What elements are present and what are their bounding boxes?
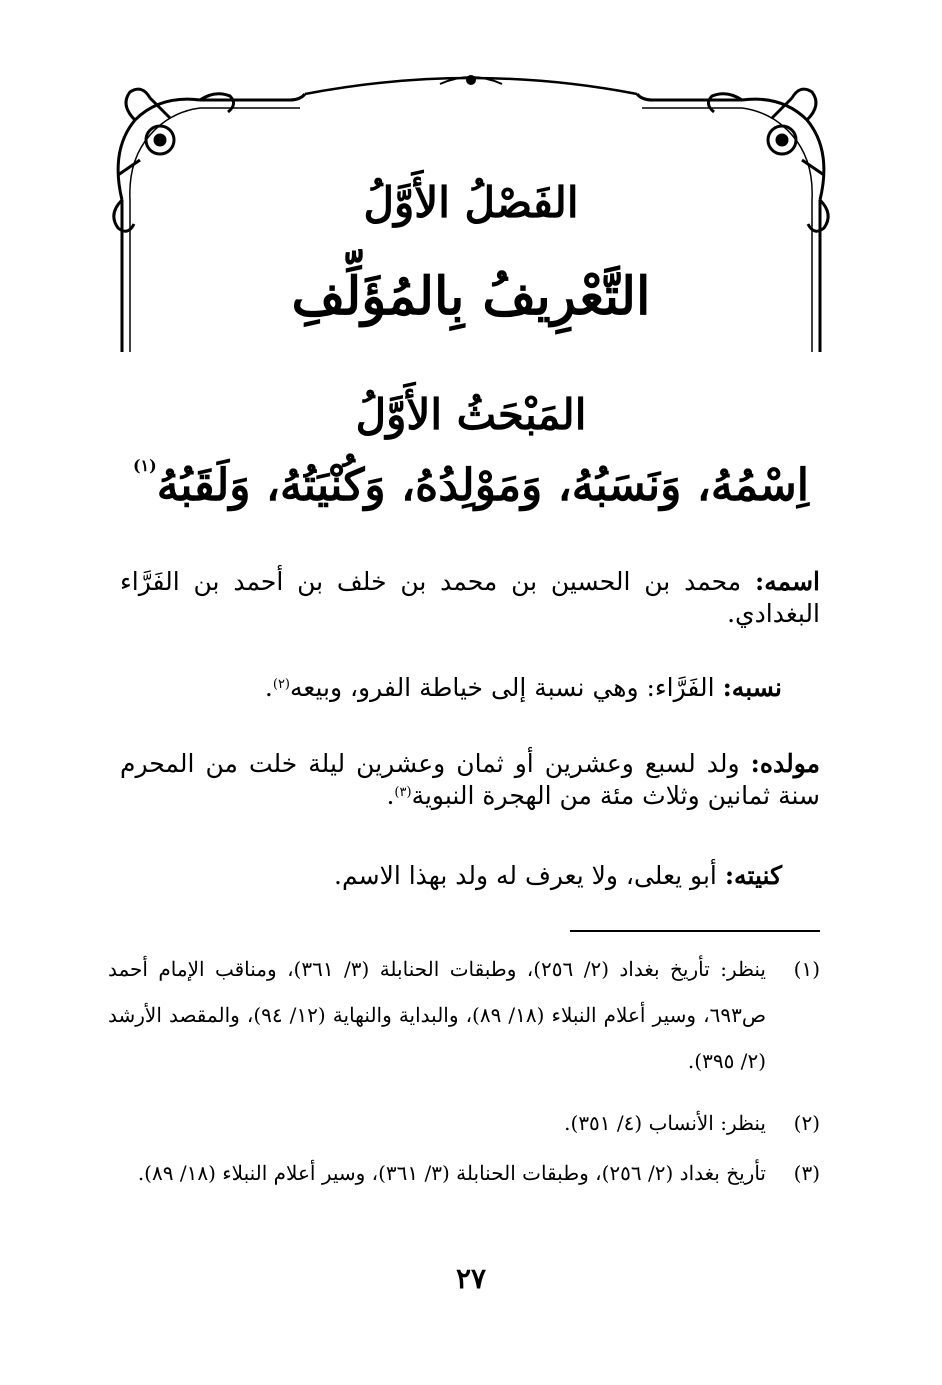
chapter-subtitle: التَّعْرِيفُ بِالمُؤَلِّفِ bbox=[291, 266, 651, 327]
paragraph-text: الفَرَّاء: وهي نسبة إلى خياطة الفرو، وبيعه bbox=[290, 673, 715, 702]
footnote-marker: (٣) bbox=[394, 785, 412, 800]
paragraph-kunya bbox=[112, 860, 782, 892]
chapter-title: الفَصْلُ الأَوَّلُ bbox=[363, 178, 579, 227]
paragraph-tail: . bbox=[264, 673, 273, 702]
footnote-text: ينظر: تأريخ بغداد (٢/ ٢٥٦)، وطبقات الحنابلة (٣/ ٣٦١)، ومناقب الإمام أحمد ص٦٩٣، وسير أعلام النبلاء (١٨/ ٨٩)، والبداية والنهاية (١٢/ ٩٤)، والمقصد الأرشد (٢/ ٣٩٥). bbox=[108, 957, 766, 1073]
paragraph-birth bbox=[120, 748, 820, 812]
footnote-3 bbox=[108, 1150, 820, 1196]
paragraph-lineage bbox=[112, 672, 782, 704]
footnote-number: (١) bbox=[793, 957, 820, 981]
footnote-number: (٣) bbox=[793, 1161, 820, 1185]
section-subtitle bbox=[0, 456, 942, 511]
paragraph-text: ولد لسبع وعشرين أو ثمان وعشرين ليلة خلت من المحرم سنة ثمانين وثلاث مئة من الهجرة النبوية bbox=[120, 749, 820, 810]
page-number: ٢٧ bbox=[455, 1262, 487, 1295]
paragraph-label: اسمه: bbox=[755, 567, 820, 596]
footnote-text: تأريخ بغداد (٢/ ٢٥٦)، وطبقات الحنابلة (٣/ ٣٦١)، وسير أعلام النبلاء (١٨/ ٨٩). bbox=[137, 1161, 766, 1185]
paragraph-label: نسبه: bbox=[722, 673, 782, 702]
footnote-marker: (١) bbox=[132, 456, 157, 475]
footnote-number: (٢) bbox=[793, 1111, 820, 1135]
footnote-1 bbox=[108, 946, 820, 1084]
paragraph-name bbox=[120, 566, 820, 630]
paragraph-tail: . bbox=[386, 781, 395, 810]
footnote-marker: (٢) bbox=[272, 677, 290, 692]
paragraph-label: مولده: bbox=[750, 749, 820, 778]
paragraph-label: كنيته: bbox=[724, 861, 782, 890]
paragraph-text: أبو يعلى، ولا يعرف له ولد بهذا الاسم. bbox=[334, 861, 717, 890]
section-subtitle-text: اِسْمُهُ، وَنَسَبُهُ، وَمَوْلِدُهُ، وَكُنْيَتُهُ، وَلَقَبُهُ bbox=[156, 460, 810, 511]
footnote-divider bbox=[570, 930, 820, 932]
footnote-2 bbox=[108, 1100, 820, 1146]
footnote-text: ينظر: الأنساب (٤/ ٣٥١). bbox=[564, 1111, 766, 1135]
paragraph-text: محمد بن الحسين بن محمد بن خلف بن أحمد بن الفَرَّاء البغدادي. bbox=[120, 567, 820, 628]
top-center-flourish-icon bbox=[440, 76, 502, 84]
section-title: المَبْحَثُ الأَوَّلُ bbox=[355, 390, 587, 439]
